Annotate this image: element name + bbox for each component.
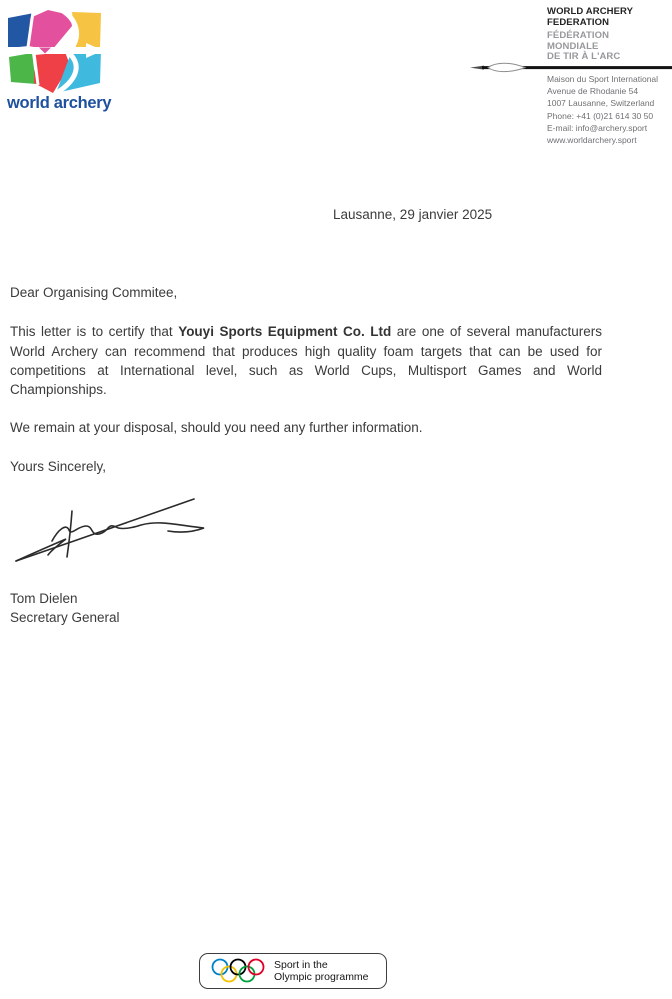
signature-image (8, 485, 208, 573)
world-archery-logo-icon (8, 10, 103, 95)
badge-text (274, 959, 369, 984)
olympic-programme-badge (199, 953, 387, 989)
address-line: Maison du Sport International (547, 74, 659, 84)
address-line: www.worldarchery.sport (547, 135, 637, 146)
org-name-fr-line: DE TIR À L'ARC (547, 51, 621, 62)
badge-line: Olympic programme (274, 971, 369, 983)
signer-block (10, 589, 120, 628)
address-line: 1007 Lausanne, Switzerland (547, 98, 655, 109)
org-name-line: FEDERATION (547, 16, 610, 28)
org-name-fr-line: MONDIALE (547, 40, 599, 52)
world-archery-logotype: world archery (7, 94, 112, 112)
address-line: E-mail: info@archery.sport (547, 122, 648, 133)
letterhead-address (547, 73, 658, 146)
badge-line: Sport in the (274, 958, 328, 971)
company-name: Youyi Sports Equipment Co. Ltd (178, 324, 392, 340)
signoff-line: Yours Sincerely, (10, 458, 107, 474)
body-text-pre: This letter is to certify that (10, 324, 179, 340)
letter-body (10, 283, 602, 476)
org-name-fr-line: FÉDÉRATION (547, 30, 610, 41)
body-paragraph (10, 322, 602, 399)
address-line: Phone: +41 (0)21 614 30 50 (547, 110, 654, 121)
date-line: Lausanne, 29 janvier 2025 (333, 207, 493, 222)
org-name-line: WORLD ARCHERY (547, 6, 634, 17)
signer-title: Secretary General (10, 610, 120, 626)
letterhead-org-block (547, 7, 669, 63)
body-text-post: are one of several manufacturers World Archery can recommend that produces high quality foam targets that can be used for competitions at International level, such as World Cups, Multisport Games and World Championships. (10, 324, 602, 398)
address-line: Avenue de Rhodanie 54 (547, 86, 639, 97)
olympic-rings-icon (211, 958, 265, 984)
closing-line: We remain at your disposal, should you need any further information. (10, 420, 423, 436)
signer-name: Tom Dielen (10, 591, 78, 606)
salutation: Dear Organising Commitee, (10, 285, 178, 300)
